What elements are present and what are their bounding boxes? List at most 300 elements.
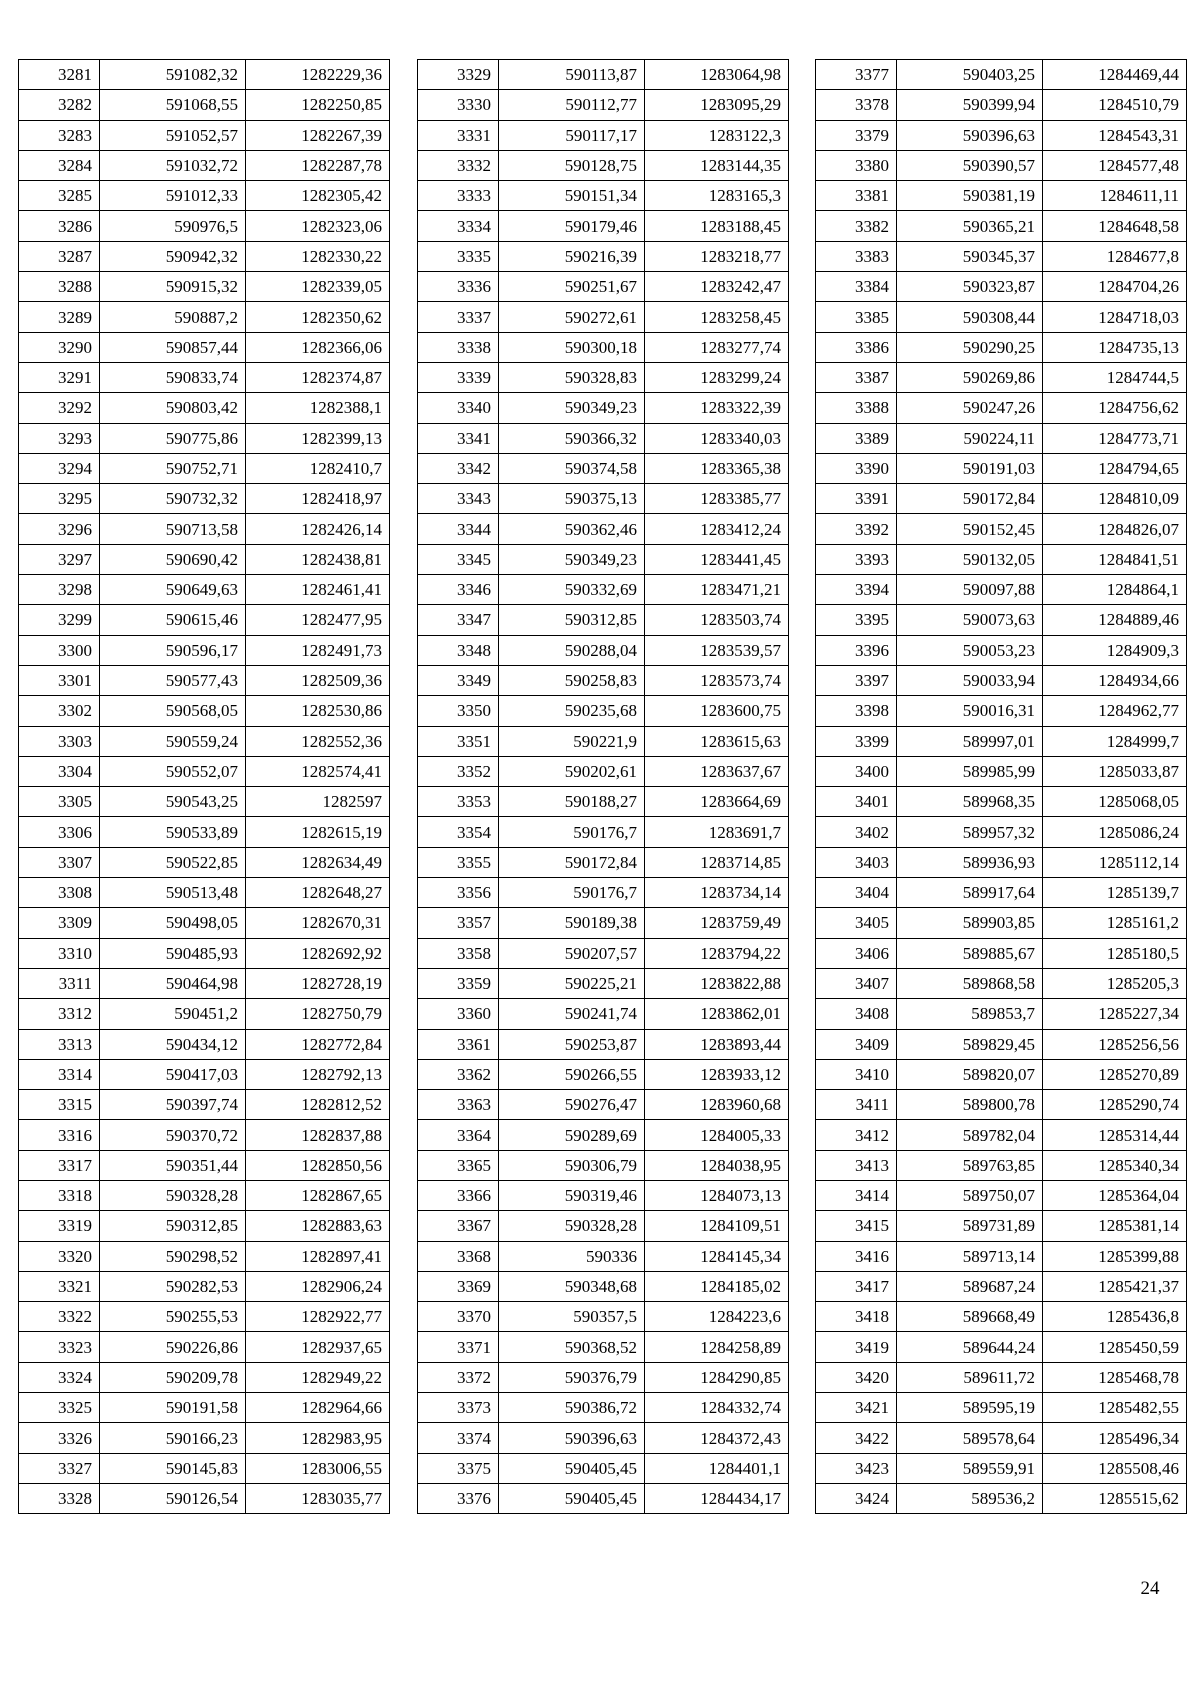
point-number-cell: 3422	[816, 1423, 897, 1453]
table-row	[418, 1180, 789, 1210]
y-coordinate-cell: 1285205,3	[1043, 968, 1187, 998]
y-coordinate-cell: 1283385,77	[645, 484, 789, 514]
y-coordinate-cell: 1282491,73	[246, 635, 390, 665]
x-coordinate-cell: 590145,83	[100, 1453, 246, 1483]
y-coordinate-cell: 1284258,89	[645, 1332, 789, 1362]
table-row	[19, 302, 390, 332]
coordinates-table-2	[417, 59, 789, 1514]
y-coordinate-cell: 1283862,01	[645, 999, 789, 1029]
x-coordinate-cell: 591032,72	[100, 150, 246, 180]
y-coordinate-cell: 1285450,59	[1043, 1332, 1187, 1362]
point-number-cell: 3396	[816, 635, 897, 665]
y-coordinate-cell: 1284223,6	[645, 1302, 789, 1332]
x-coordinate-cell: 590152,45	[897, 514, 1043, 544]
table-row	[19, 211, 390, 241]
x-coordinate-cell: 590349,23	[499, 544, 645, 574]
x-coordinate-cell: 589829,45	[897, 1029, 1043, 1059]
table-row	[19, 938, 390, 968]
x-coordinate-cell: 590247,26	[897, 393, 1043, 423]
point-number-cell: 3392	[816, 514, 897, 544]
table-row	[418, 393, 789, 423]
table-row	[816, 544, 1187, 574]
point-number-cell: 3324	[19, 1362, 100, 1392]
point-number-cell: 3343	[418, 484, 499, 514]
table-row	[418, 1332, 789, 1362]
point-number-cell: 3419	[816, 1332, 897, 1362]
y-coordinate-cell: 1285468,78	[1043, 1362, 1187, 1392]
point-number-cell: 3321	[19, 1271, 100, 1301]
table-row	[418, 302, 789, 332]
point-number-cell: 3403	[816, 847, 897, 877]
x-coordinate-cell: 590522,85	[100, 847, 246, 877]
y-coordinate-cell: 1285290,74	[1043, 1090, 1187, 1120]
y-coordinate-cell: 1282692,92	[246, 938, 390, 968]
y-coordinate-cell: 1282949,22	[246, 1362, 390, 1392]
y-coordinate-cell: 1283165,3	[645, 181, 789, 211]
point-number-cell: 3360	[418, 999, 499, 1029]
point-number-cell: 3327	[19, 1453, 100, 1483]
y-coordinate-cell: 1282750,79	[246, 999, 390, 1029]
point-number-cell: 3375	[418, 1453, 499, 1483]
y-coordinate-cell: 1282552,36	[246, 726, 390, 756]
table-row	[816, 968, 1187, 998]
y-coordinate-cell: 1283539,57	[645, 635, 789, 665]
point-number-cell: 3383	[816, 241, 897, 271]
point-number-cell: 3373	[418, 1393, 499, 1423]
table-row	[19, 847, 390, 877]
y-coordinate-cell: 1283759,49	[645, 908, 789, 938]
y-coordinate-cell: 1283188,45	[645, 211, 789, 241]
table-row	[816, 575, 1187, 605]
point-number-cell: 3404	[816, 878, 897, 908]
point-number-cell: 3348	[418, 635, 499, 665]
point-number-cell: 3384	[816, 272, 897, 302]
y-coordinate-cell: 1284999,7	[1043, 726, 1187, 756]
y-coordinate-cell: 1285068,05	[1043, 787, 1187, 817]
y-coordinate-cell: 1284185,02	[645, 1271, 789, 1301]
y-coordinate-cell: 1284735,13	[1043, 332, 1187, 362]
coordinates-table-1	[18, 59, 390, 1514]
table-row	[418, 1029, 789, 1059]
y-coordinate-cell: 1283933,12	[645, 1059, 789, 1089]
x-coordinate-cell: 590258,83	[499, 665, 645, 695]
y-coordinate-cell: 1282983,95	[246, 1423, 390, 1453]
point-number-cell: 3359	[418, 968, 499, 998]
table-row	[19, 453, 390, 483]
table-row	[418, 1120, 789, 1150]
table-row	[19, 999, 390, 1029]
table-row	[19, 908, 390, 938]
point-number-cell: 3415	[816, 1211, 897, 1241]
x-coordinate-cell: 589968,35	[897, 787, 1043, 817]
x-coordinate-cell: 590288,04	[499, 635, 645, 665]
y-coordinate-cell: 1284073,13	[645, 1180, 789, 1210]
y-coordinate-cell: 1283637,67	[645, 756, 789, 786]
point-number-cell: 3372	[418, 1362, 499, 1392]
x-coordinate-cell: 590272,61	[499, 302, 645, 332]
point-number-cell: 3328	[19, 1483, 100, 1513]
point-number-cell: 3346	[418, 575, 499, 605]
table-row	[816, 514, 1187, 544]
x-coordinate-cell: 590176,7	[499, 817, 645, 847]
y-coordinate-cell: 1282399,13	[246, 423, 390, 453]
table-row	[816, 241, 1187, 271]
point-number-cell: 3283	[19, 120, 100, 150]
point-number-cell: 3356	[418, 878, 499, 908]
x-coordinate-cell: 591068,55	[100, 90, 246, 120]
x-coordinate-cell: 590386,72	[499, 1393, 645, 1423]
y-coordinate-cell: 1283299,24	[645, 362, 789, 392]
y-coordinate-cell: 1282305,42	[246, 181, 390, 211]
table-row	[418, 999, 789, 1029]
x-coordinate-cell: 589578,64	[897, 1423, 1043, 1453]
x-coordinate-cell: 590366,32	[499, 423, 645, 453]
point-number-cell: 3293	[19, 423, 100, 453]
x-coordinate-cell: 590370,72	[100, 1120, 246, 1150]
table-row	[816, 1302, 1187, 1332]
y-coordinate-cell: 1283615,63	[645, 726, 789, 756]
coordinates-table-3	[815, 59, 1187, 1514]
point-number-cell: 3418	[816, 1302, 897, 1332]
y-coordinate-cell: 1282597	[246, 787, 390, 817]
point-number-cell: 3315	[19, 1090, 100, 1120]
y-coordinate-cell: 1284962,77	[1043, 696, 1187, 726]
point-number-cell: 3347	[418, 605, 499, 635]
point-number-cell: 3353	[418, 787, 499, 817]
table-row	[816, 726, 1187, 756]
table-row	[418, 120, 789, 150]
point-number-cell: 3369	[418, 1271, 499, 1301]
y-coordinate-cell: 1284290,85	[645, 1362, 789, 1392]
y-coordinate-cell: 1283960,68	[645, 1090, 789, 1120]
table-row	[816, 453, 1187, 483]
x-coordinate-cell: 589903,85	[897, 908, 1043, 938]
point-number-cell: 3388	[816, 393, 897, 423]
y-coordinate-cell: 1284510,79	[1043, 90, 1187, 120]
x-coordinate-cell: 590368,52	[499, 1332, 645, 1362]
x-coordinate-cell: 590166,23	[100, 1423, 246, 1453]
point-number-cell: 3287	[19, 241, 100, 271]
y-coordinate-cell: 1283441,45	[645, 544, 789, 574]
table-row	[418, 1483, 789, 1513]
point-number-cell: 3394	[816, 575, 897, 605]
table-row	[816, 1241, 1187, 1271]
table-row	[816, 1090, 1187, 1120]
table-row	[418, 423, 789, 453]
y-coordinate-cell: 1283600,75	[645, 696, 789, 726]
y-coordinate-cell: 1283471,21	[645, 575, 789, 605]
x-coordinate-cell: 590073,63	[897, 605, 1043, 635]
point-number-cell: 3306	[19, 817, 100, 847]
table-row	[816, 847, 1187, 877]
table-row	[19, 1362, 390, 1392]
y-coordinate-cell: 1282267,39	[246, 120, 390, 150]
y-coordinate-cell: 1283064,98	[645, 60, 789, 90]
x-coordinate-cell: 590269,86	[897, 362, 1043, 392]
y-coordinate-cell: 1282883,63	[246, 1211, 390, 1241]
x-coordinate-cell: 590405,45	[499, 1483, 645, 1513]
point-number-cell: 3397	[816, 665, 897, 695]
point-number-cell: 3281	[19, 60, 100, 90]
table-row	[19, 514, 390, 544]
y-coordinate-cell: 1285112,14	[1043, 847, 1187, 877]
point-number-cell: 3307	[19, 847, 100, 877]
x-coordinate-cell: 590397,74	[100, 1090, 246, 1120]
y-coordinate-cell: 1284434,17	[645, 1483, 789, 1513]
point-number-cell: 3399	[816, 726, 897, 756]
x-coordinate-cell: 590016,31	[897, 696, 1043, 726]
table-row	[418, 938, 789, 968]
table-row	[19, 726, 390, 756]
x-coordinate-cell: 590552,07	[100, 756, 246, 786]
table-row	[816, 393, 1187, 423]
table-row	[418, 1241, 789, 1271]
table-row	[19, 1029, 390, 1059]
y-coordinate-cell: 1282728,19	[246, 968, 390, 998]
point-number-cell: 3358	[418, 938, 499, 968]
y-coordinate-cell: 1284810,09	[1043, 484, 1187, 514]
table-row	[19, 817, 390, 847]
table-row	[816, 1271, 1187, 1301]
table-row	[418, 90, 789, 120]
y-coordinate-cell: 1282922,77	[246, 1302, 390, 1332]
x-coordinate-cell: 590188,27	[499, 787, 645, 817]
point-number-cell: 3365	[418, 1150, 499, 1180]
table-row	[816, 1362, 1187, 1392]
x-coordinate-cell: 590053,23	[897, 635, 1043, 665]
point-number-cell: 3313	[19, 1029, 100, 1059]
x-coordinate-cell: 590376,79	[499, 1362, 645, 1392]
y-coordinate-cell: 1283664,69	[645, 787, 789, 817]
table-row	[19, 665, 390, 695]
x-coordinate-cell: 589611,72	[897, 1362, 1043, 1392]
table-row	[418, 1302, 789, 1332]
y-coordinate-cell: 1285496,34	[1043, 1423, 1187, 1453]
point-number-cell: 3357	[418, 908, 499, 938]
y-coordinate-cell: 1283322,39	[645, 393, 789, 423]
y-coordinate-cell: 1284677,8	[1043, 241, 1187, 271]
x-coordinate-cell: 589668,49	[897, 1302, 1043, 1332]
y-coordinate-cell: 1285364,04	[1043, 1180, 1187, 1210]
x-coordinate-cell: 589820,07	[897, 1059, 1043, 1089]
point-number-cell: 3336	[418, 272, 499, 302]
x-coordinate-cell: 590298,52	[100, 1241, 246, 1271]
y-coordinate-cell: 1282418,97	[246, 484, 390, 514]
x-coordinate-cell: 590596,17	[100, 635, 246, 665]
x-coordinate-cell: 590290,25	[897, 332, 1043, 362]
y-coordinate-cell: 1282670,31	[246, 908, 390, 938]
point-number-cell: 3382	[816, 211, 897, 241]
point-number-cell: 3393	[816, 544, 897, 574]
x-coordinate-cell: 590172,84	[897, 484, 1043, 514]
point-number-cell: 3309	[19, 908, 100, 938]
point-number-cell: 3407	[816, 968, 897, 998]
y-coordinate-cell: 1282812,52	[246, 1090, 390, 1120]
point-number-cell: 3400	[816, 756, 897, 786]
page-number: 24	[1140, 1578, 1160, 1599]
y-coordinate-cell: 1283412,24	[645, 514, 789, 544]
table-row	[418, 968, 789, 998]
y-coordinate-cell: 1282937,65	[246, 1332, 390, 1362]
table-row	[19, 1393, 390, 1423]
point-number-cell: 3371	[418, 1332, 499, 1362]
x-coordinate-cell: 590176,7	[499, 878, 645, 908]
x-coordinate-cell: 590113,87	[499, 60, 645, 90]
x-coordinate-cell: 590191,03	[897, 453, 1043, 483]
y-coordinate-cell: 1283144,35	[645, 150, 789, 180]
x-coordinate-cell: 589536,2	[897, 1483, 1043, 1513]
point-number-cell: 3340	[418, 393, 499, 423]
y-coordinate-cell: 1282792,13	[246, 1059, 390, 1089]
y-coordinate-cell: 1284756,62	[1043, 393, 1187, 423]
table-row	[418, 726, 789, 756]
table-row	[19, 90, 390, 120]
table-row	[19, 575, 390, 605]
table-row	[418, 756, 789, 786]
y-coordinate-cell: 1285340,34	[1043, 1150, 1187, 1180]
x-coordinate-cell: 589713,14	[897, 1241, 1043, 1271]
y-coordinate-cell: 1282634,49	[246, 847, 390, 877]
x-coordinate-cell: 590319,46	[499, 1180, 645, 1210]
point-number-cell: 3341	[418, 423, 499, 453]
point-number-cell: 3376	[418, 1483, 499, 1513]
x-coordinate-cell: 589595,19	[897, 1393, 1043, 1423]
x-coordinate-cell: 589644,24	[897, 1332, 1043, 1362]
x-coordinate-cell: 590348,68	[499, 1271, 645, 1301]
table-row	[19, 1332, 390, 1362]
y-coordinate-cell: 1282906,24	[246, 1271, 390, 1301]
table-row	[418, 1271, 789, 1301]
point-number-cell: 3316	[19, 1120, 100, 1150]
table-row	[816, 1059, 1187, 1089]
x-coordinate-cell: 590328,28	[499, 1211, 645, 1241]
table-row	[816, 1483, 1187, 1513]
point-number-cell: 3311	[19, 968, 100, 998]
point-number-cell: 3302	[19, 696, 100, 726]
point-number-cell: 3286	[19, 211, 100, 241]
x-coordinate-cell: 589782,04	[897, 1120, 1043, 1150]
point-number-cell: 3417	[816, 1271, 897, 1301]
point-number-cell: 3362	[418, 1059, 499, 1089]
x-coordinate-cell: 590306,79	[499, 1150, 645, 1180]
table-row	[418, 1362, 789, 1392]
table-row	[418, 1423, 789, 1453]
table-row	[418, 484, 789, 514]
table-row	[418, 362, 789, 392]
y-coordinate-cell: 1285482,55	[1043, 1393, 1187, 1423]
x-coordinate-cell: 590216,39	[499, 241, 645, 271]
table-row	[418, 1453, 789, 1483]
table-row	[19, 60, 390, 90]
point-number-cell: 3364	[418, 1120, 499, 1150]
y-coordinate-cell: 1283218,77	[645, 241, 789, 271]
y-coordinate-cell: 1282438,81	[246, 544, 390, 574]
y-coordinate-cell: 1285508,46	[1043, 1453, 1187, 1483]
point-number-cell: 3413	[816, 1150, 897, 1180]
table-row	[418, 1393, 789, 1423]
table-row	[816, 272, 1187, 302]
point-number-cell: 3314	[19, 1059, 100, 1089]
table-row	[418, 332, 789, 362]
y-coordinate-cell: 1284109,51	[645, 1211, 789, 1241]
y-coordinate-cell: 1282366,06	[246, 332, 390, 362]
x-coordinate-cell: 590464,98	[100, 968, 246, 998]
table-row	[19, 393, 390, 423]
table-row	[418, 1090, 789, 1120]
point-number-cell: 3414	[816, 1180, 897, 1210]
table-row	[816, 181, 1187, 211]
table-row	[418, 453, 789, 483]
x-coordinate-cell: 590126,54	[100, 1483, 246, 1513]
x-coordinate-cell: 590276,47	[499, 1090, 645, 1120]
y-coordinate-cell: 1282388,1	[246, 393, 390, 423]
table-row	[816, 1453, 1187, 1483]
point-number-cell: 3299	[19, 605, 100, 635]
point-number-cell: 3342	[418, 453, 499, 483]
table-row	[816, 787, 1187, 817]
table-row	[19, 878, 390, 908]
x-coordinate-cell: 589800,78	[897, 1090, 1043, 1120]
x-coordinate-cell: 590498,05	[100, 908, 246, 938]
x-coordinate-cell: 590226,86	[100, 1332, 246, 1362]
point-number-cell: 3329	[418, 60, 499, 90]
y-coordinate-cell: 1284794,65	[1043, 453, 1187, 483]
point-number-cell: 3406	[816, 938, 897, 968]
table-row	[816, 696, 1187, 726]
x-coordinate-cell: 589731,89	[897, 1211, 1043, 1241]
y-coordinate-cell: 1284864,1	[1043, 575, 1187, 605]
x-coordinate-cell: 590345,37	[897, 241, 1043, 271]
y-coordinate-cell: 1282615,19	[246, 817, 390, 847]
table-row	[418, 787, 789, 817]
point-number-cell: 3308	[19, 878, 100, 908]
x-coordinate-cell: 590357,5	[499, 1302, 645, 1332]
y-coordinate-cell: 1284744,5	[1043, 362, 1187, 392]
table-row	[418, 908, 789, 938]
x-coordinate-cell: 590434,12	[100, 1029, 246, 1059]
table-row	[816, 423, 1187, 453]
table-row	[19, 1483, 390, 1513]
y-coordinate-cell: 1284841,51	[1043, 544, 1187, 574]
y-coordinate-cell: 1282461,41	[246, 575, 390, 605]
table-row	[816, 1029, 1187, 1059]
x-coordinate-cell: 590365,21	[897, 211, 1043, 241]
point-number-cell: 3367	[418, 1211, 499, 1241]
x-coordinate-cell: 590513,48	[100, 878, 246, 908]
x-coordinate-cell: 590381,19	[897, 181, 1043, 211]
table-row	[418, 847, 789, 877]
x-coordinate-cell: 589936,93	[897, 847, 1043, 877]
table-row	[19, 1211, 390, 1241]
point-number-cell: 3374	[418, 1423, 499, 1453]
table-row	[19, 120, 390, 150]
point-number-cell: 3323	[19, 1332, 100, 1362]
y-coordinate-cell: 1284372,43	[645, 1423, 789, 1453]
x-coordinate-cell: 591082,32	[100, 60, 246, 90]
x-coordinate-cell: 590649,63	[100, 575, 246, 605]
point-number-cell: 3325	[19, 1393, 100, 1423]
y-coordinate-cell: 1283006,55	[246, 1453, 390, 1483]
y-coordinate-cell: 1284648,58	[1043, 211, 1187, 241]
y-coordinate-cell: 1285227,34	[1043, 999, 1187, 1029]
table-row	[816, 938, 1187, 968]
table-row	[418, 878, 789, 908]
point-number-cell: 3284	[19, 150, 100, 180]
y-coordinate-cell: 1285515,62	[1043, 1483, 1187, 1513]
table-row	[19, 1241, 390, 1271]
y-coordinate-cell: 1283573,74	[645, 665, 789, 695]
y-coordinate-cell: 1282330,22	[246, 241, 390, 271]
